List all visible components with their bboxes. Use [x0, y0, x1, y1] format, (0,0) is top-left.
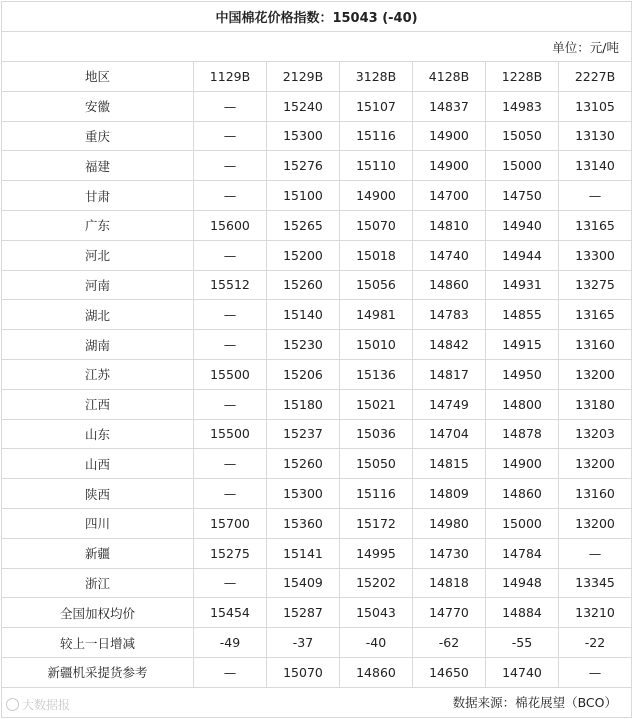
price-cell: 15010 [340, 330, 413, 360]
price-cell: 13203 [559, 419, 632, 449]
price-cell: 15512 [194, 270, 267, 300]
price-cell: 14915 [486, 330, 559, 360]
price-cell: 14749 [413, 389, 486, 419]
table-row [2, 270, 632, 300]
price-cell: 15140 [267, 300, 340, 330]
price-cell: 15230 [267, 330, 340, 360]
price-cell: -40 [340, 628, 413, 658]
region-cell: 河北 [2, 240, 194, 270]
price-cell: 14884 [486, 598, 559, 628]
price-cell: 14810 [413, 210, 486, 240]
region-cell: 福建 [2, 151, 194, 181]
header-row [2, 62, 632, 92]
price-cell: — [559, 657, 632, 687]
price-cell: 15260 [267, 270, 340, 300]
price-cell: 15000 [486, 508, 559, 538]
price-cell: 15287 [267, 598, 340, 628]
price-cell: 14900 [340, 181, 413, 211]
price-cell: 15300 [267, 479, 340, 509]
table-row [2, 657, 632, 687]
price-cell: 14815 [413, 449, 486, 479]
price-cell: 15200 [267, 240, 340, 270]
price-cell: 14809 [413, 479, 486, 509]
region-cell: 重庆 [2, 121, 194, 151]
price-cell: 15116 [340, 479, 413, 509]
price-cell: 14983 [486, 91, 559, 121]
region-cell: 甘肃 [2, 181, 194, 211]
price-cell: 13165 [559, 300, 632, 330]
price-cell: 14855 [486, 300, 559, 330]
price-cell: 15360 [267, 508, 340, 538]
unit-label: 单位：元/吨 [2, 32, 632, 62]
region-cell: 山东 [2, 419, 194, 449]
region-cell: 广东 [2, 210, 194, 240]
price-cell: 14900 [413, 151, 486, 181]
region-cell: 安徽 [2, 91, 194, 121]
column-header: 4128B [413, 62, 486, 92]
price-cell: 15454 [194, 598, 267, 628]
price-cell: 13200 [559, 449, 632, 479]
region-cell: 陕西 [2, 479, 194, 509]
price-cell: 13160 [559, 479, 632, 509]
price-cell: 13165 [559, 210, 632, 240]
price-cell: -55 [486, 628, 559, 658]
price-cell: 15000 [486, 151, 559, 181]
price-cell: 15056 [340, 270, 413, 300]
table-row [2, 240, 632, 270]
price-cell: 15110 [340, 151, 413, 181]
price-cell: 14740 [413, 240, 486, 270]
table-title: 中国棉花价格指数：15043 (-40) [2, 2, 632, 32]
price-cell: 13345 [559, 568, 632, 598]
table-row [2, 479, 632, 509]
price-cell: 15409 [267, 568, 340, 598]
price-cell: 13105 [559, 91, 632, 121]
price-cell: 13160 [559, 330, 632, 360]
price-cell: — [194, 121, 267, 151]
price-cell: 15136 [340, 359, 413, 389]
price-cell: 14950 [486, 359, 559, 389]
column-header: 地区 [2, 62, 194, 92]
price-cell: 15043 [340, 598, 413, 628]
price-cell: 14860 [486, 479, 559, 509]
table-row [2, 628, 632, 658]
price-cell: — [194, 151, 267, 181]
column-header: 2227B [559, 62, 632, 92]
price-cell: 15018 [340, 240, 413, 270]
price-cell: 14900 [486, 449, 559, 479]
price-cell: 15240 [267, 91, 340, 121]
price-cell: 15206 [267, 359, 340, 389]
price-cell: 14817 [413, 359, 486, 389]
price-cell: 14700 [413, 181, 486, 211]
price-cell: -62 [413, 628, 486, 658]
table-row [2, 151, 632, 181]
price-cell: 14770 [413, 598, 486, 628]
price-cell: — [194, 181, 267, 211]
price-cell: — [194, 389, 267, 419]
column-header: 1129B [194, 62, 267, 92]
table-body [2, 2, 632, 718]
price-cell: 15700 [194, 508, 267, 538]
price-cell: 14730 [413, 538, 486, 568]
price-cell: 14818 [413, 568, 486, 598]
price-cell: — [194, 657, 267, 687]
table-row [2, 121, 632, 151]
price-cell: 14878 [486, 419, 559, 449]
price-cell: — [194, 300, 267, 330]
price-cell: 14900 [413, 121, 486, 151]
region-cell: 浙江 [2, 568, 194, 598]
price-cell: 15050 [340, 449, 413, 479]
price-cell: 15265 [267, 210, 340, 240]
table-row [2, 330, 632, 360]
table-row [2, 598, 632, 628]
region-cell: 江苏 [2, 359, 194, 389]
price-cell: 14800 [486, 389, 559, 419]
price-cell: — [194, 479, 267, 509]
region-cell: 湖南 [2, 330, 194, 360]
region-cell: 山西 [2, 449, 194, 479]
watermark-logo-icon [6, 698, 19, 711]
price-cell: 13200 [559, 359, 632, 389]
price-cell: 13200 [559, 508, 632, 538]
region-cell: 河南 [2, 270, 194, 300]
price-cell: 14940 [486, 210, 559, 240]
price-cell: -37 [267, 628, 340, 658]
column-header: 1228B [486, 62, 559, 92]
price-cell: 15070 [340, 210, 413, 240]
table-row [2, 359, 632, 389]
table-row [2, 300, 632, 330]
price-cell: -49 [194, 628, 267, 658]
price-cell: 14860 [413, 270, 486, 300]
cotton-price-table [1, 1, 632, 718]
price-cell: 15180 [267, 389, 340, 419]
price-cell: 15275 [194, 538, 267, 568]
price-cell: 15116 [340, 121, 413, 151]
region-cell: 全国加权均价 [2, 598, 194, 628]
source-row [2, 687, 632, 717]
price-cell: 13210 [559, 598, 632, 628]
price-cell: 14995 [340, 538, 413, 568]
table-row [2, 538, 632, 568]
price-cell: — [194, 449, 267, 479]
region-cell: 四川 [2, 508, 194, 538]
price-cell: — [194, 330, 267, 360]
watermark [6, 696, 70, 713]
price-cell: 13180 [559, 389, 632, 419]
price-cell: — [559, 538, 632, 568]
unit-row [2, 32, 632, 62]
table-row [2, 210, 632, 240]
region-cell: 新疆 [2, 538, 194, 568]
price-cell: 15050 [486, 121, 559, 151]
price-cell: 14704 [413, 419, 486, 449]
price-cell: 13130 [559, 121, 632, 151]
price-cell: 13275 [559, 270, 632, 300]
price-cell: 15260 [267, 449, 340, 479]
price-cell: 14650 [413, 657, 486, 687]
price-cell: — [194, 240, 267, 270]
price-cell: 14931 [486, 270, 559, 300]
title-row [2, 2, 632, 32]
table-row [2, 449, 632, 479]
region-cell: 湖北 [2, 300, 194, 330]
price-cell: 15500 [194, 419, 267, 449]
table-row [2, 91, 632, 121]
table-row [2, 419, 632, 449]
price-cell: — [194, 568, 267, 598]
data-source: 数据来源：棉花展望（BCO） [2, 687, 632, 717]
price-cell: 14842 [413, 330, 486, 360]
price-cell: 14837 [413, 91, 486, 121]
price-cell: 14860 [340, 657, 413, 687]
region-cell: 新疆机采提货参考 [2, 657, 194, 687]
price-cell: 15100 [267, 181, 340, 211]
column-header: 3128B [340, 62, 413, 92]
table-row [2, 389, 632, 419]
price-cell: 15021 [340, 389, 413, 419]
price-cell: 15036 [340, 419, 413, 449]
price-cell: 14740 [486, 657, 559, 687]
region-cell: 较上一日增减 [2, 628, 194, 658]
price-cell: 14750 [486, 181, 559, 211]
price-cell: 14980 [413, 508, 486, 538]
price-cell: 13300 [559, 240, 632, 270]
price-cell: -22 [559, 628, 632, 658]
table-row [2, 508, 632, 538]
region-cell: 江西 [2, 389, 194, 419]
price-cell: 15237 [267, 419, 340, 449]
price-cell: 13140 [559, 151, 632, 181]
price-cell: 14944 [486, 240, 559, 270]
price-cell: 14981 [340, 300, 413, 330]
price-cell: 14784 [486, 538, 559, 568]
price-cell: 15276 [267, 151, 340, 181]
price-cell: 15107 [340, 91, 413, 121]
price-cell: 14783 [413, 300, 486, 330]
price-cell: — [559, 181, 632, 211]
price-cell: 14948 [486, 568, 559, 598]
price-cell: 15600 [194, 210, 267, 240]
price-cell: 15300 [267, 121, 340, 151]
watermark-text: 大数据报 [22, 698, 71, 712]
price-cell: — [194, 91, 267, 121]
price-cell: 15070 [267, 657, 340, 687]
table-row [2, 568, 632, 598]
table-row [2, 181, 632, 211]
column-header: 2129B [267, 62, 340, 92]
price-cell: 15202 [340, 568, 413, 598]
price-cell: 15500 [194, 359, 267, 389]
price-cell: 15172 [340, 508, 413, 538]
price-cell: 15141 [267, 538, 340, 568]
